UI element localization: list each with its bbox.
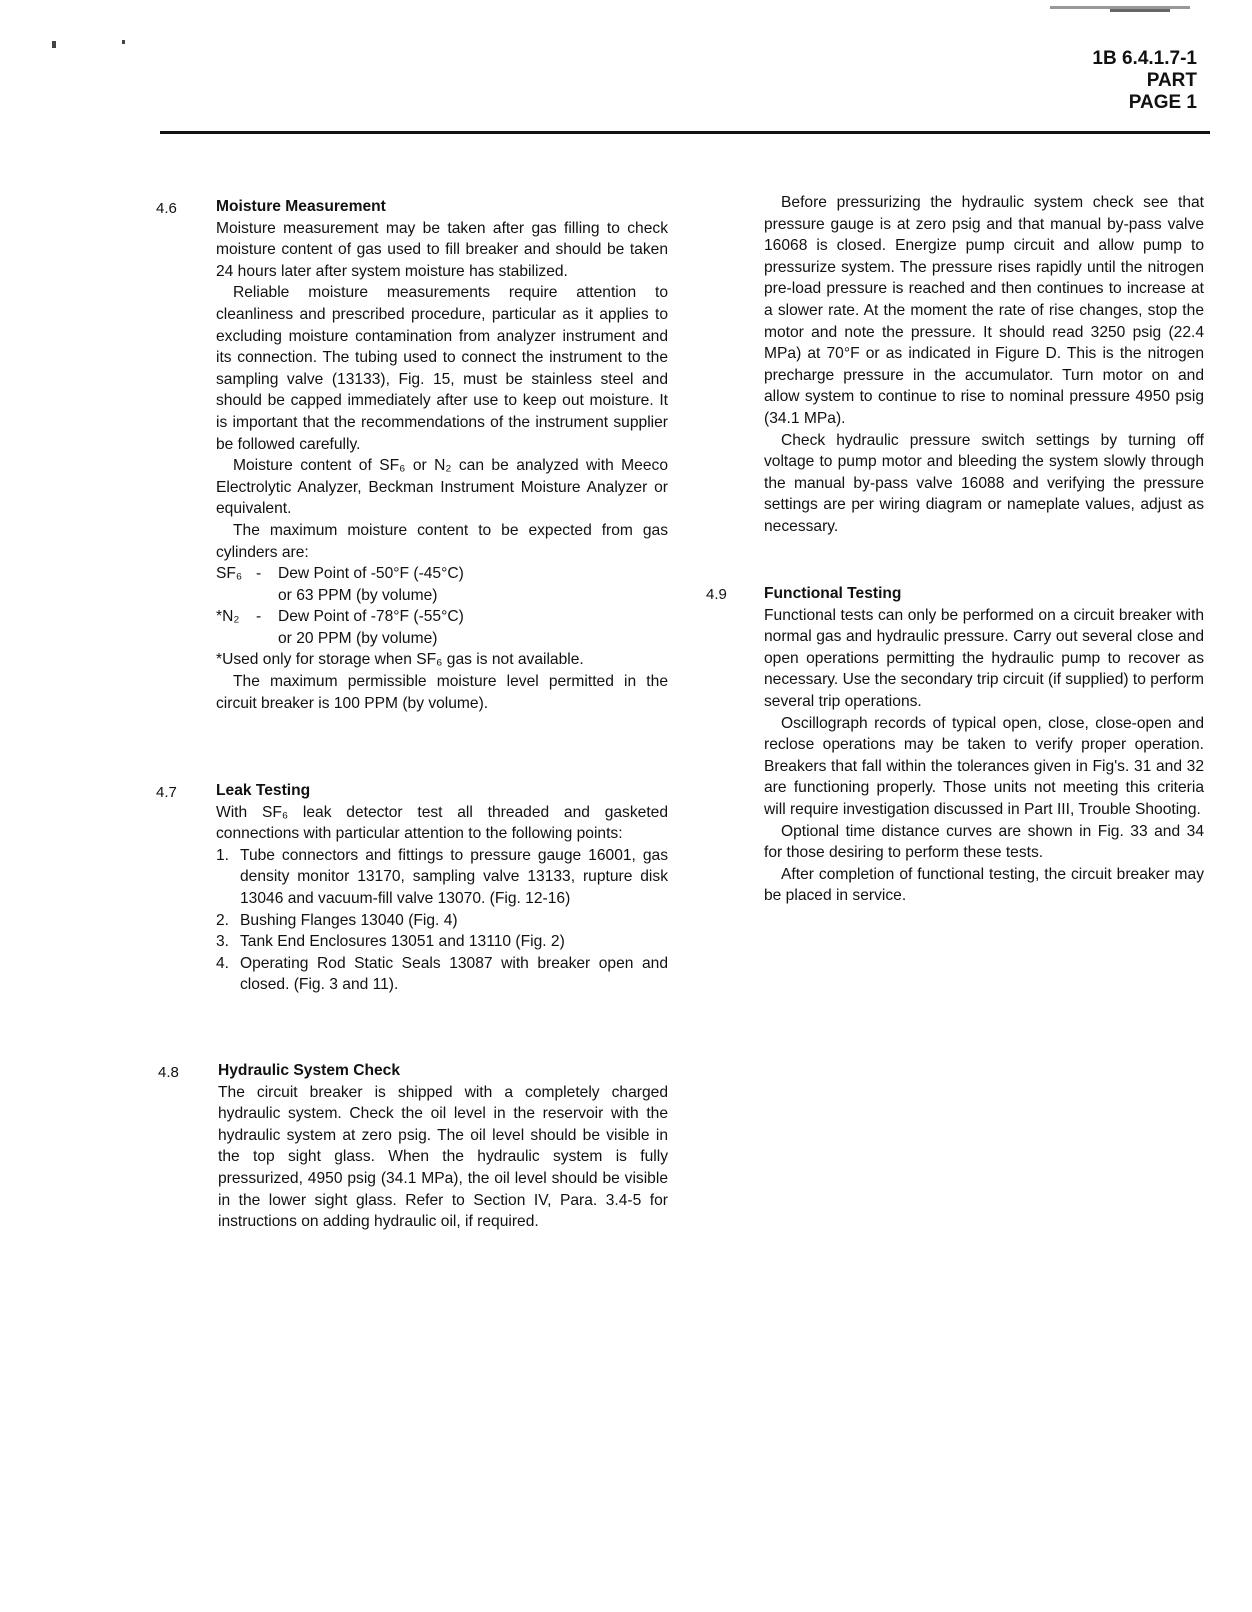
list-number: 1. bbox=[216, 846, 230, 864]
page-header bbox=[1092, 48, 1197, 114]
dew-point: Dew Point of -50°F (-45°C) bbox=[278, 565, 464, 583]
list-text: Operating Rod Static Seals 13087 with breaker open and closed. (Fig. 3 and 11). bbox=[240, 954, 668, 994]
paragraph: Before pressurizing the hydraulic system check see that pressure gauge is at zero psig and that manual by-pass valve 16068 is closed. Energize pump circuit and allow pump to pressurize system. The pressure rises rapidly until the nitrogen pre-load pressure is reached and then continues to increase at a slower rate. At the moment the rate of rise changes, stop the motor and note the pressure. It should read 3250 psig (22.4 MPa) at 70°F or as indicated in Figure D. This is the nitrogen precharge pressure in the accumulator. Turn motor on and allow system to continue to rise to nominal pressure 4950 psig (34.1 MPa). bbox=[764, 194, 1204, 427]
footnote: *Used only for storage when SF₆ gas is not available. bbox=[216, 651, 584, 669]
gas-symbol: *N₂ bbox=[216, 608, 240, 626]
paragraph: Moisture measurement may be taken after gas filling to check moisture content of gas used to fill breaker and should be taken 24 hours later after system moisture has stabilized. bbox=[216, 219, 668, 280]
section-4-9 bbox=[764, 583, 1204, 907]
gas-values bbox=[278, 606, 464, 649]
paragraph: The circuit breaker is shipped with a completely charged hydraulic system. Check the oil level in the reservoir with the hydraulic system at zero psig. The oil level should be visible in the top sight glass. When the hydraulic system is fully pressurized, 4950 psig (34.1 MPa), the oil level should be visible in the lower sight glass. Refer to Section IV, Para. 3.4-5 for instructions on adding hydraulic oil, if required. bbox=[218, 1083, 668, 1231]
list-item bbox=[216, 845, 668, 910]
part-label: PART bbox=[1146, 70, 1197, 91]
section-title: Moisture Measurement bbox=[216, 198, 386, 215]
paragraph: Oscillograph records of typical open, close, close-open and reclose operations may be taken to verify proper operation. Breakers that fall within the tolerances given in Fig's. 31 and 32 are functioning properly. Those units not meeting this criteria will require investigation discussed in Part III, Trouble Shooting. bbox=[764, 714, 1204, 818]
gas-symbol: SF₆ bbox=[216, 565, 243, 583]
scan-speck bbox=[122, 40, 125, 44]
gas-dash: - bbox=[256, 608, 262, 626]
gas-spec-n2 bbox=[216, 606, 668, 649]
section-title: Leak Testing bbox=[216, 782, 311, 799]
section-number-4-7: 4.7 bbox=[156, 784, 177, 801]
section-number-4-9: 4.9 bbox=[706, 586, 727, 603]
paragraph: After completion of functional testing, the circuit breaker may be placed in service. bbox=[764, 865, 1204, 905]
paragraph: Moisture content of SF₆ or N₂ can be analyzed with Meeco Electrolytic Analyzer, Beckman Instrument Moisture Analyzer or equivalent. bbox=[216, 457, 668, 518]
list-text: Bushing Flanges 13040 (Fig. 4) bbox=[240, 911, 458, 929]
paragraph: Functional tests can only be performed on a circuit breaker with normal gas and hydraulic pressure. Carry out several close and open operations permitting the hydraulic pump to recover as necessary. Use the secondary trip circuit (if supplied) to perform several trip operations. bbox=[764, 606, 1204, 710]
list-number: 2. bbox=[216, 911, 230, 929]
section-4-8 bbox=[218, 1060, 668, 1233]
paragraph: Optional time distance curves are shown in Fig. 33 and 34 for those desiring to perform these tests. bbox=[764, 822, 1204, 862]
paragraph: Check hydraulic pressure switch settings by turning off voltage to pump motor and bleeding the system slowly through the manual by-pass valve 16088 and verifying the pressure settings are per wiring diagram or nameplate values, adjust as necessary. bbox=[764, 431, 1204, 535]
header-rule bbox=[160, 131, 1210, 134]
paragraph: With SF₆ leak detector test all threaded and gasketed connections with particular attention to the following points: bbox=[216, 803, 668, 843]
list-item bbox=[216, 910, 668, 932]
list-text: Tank End Enclosures 13051 and 13110 (Fig. 2) bbox=[240, 933, 565, 951]
page-label: PAGE 1 bbox=[1128, 92, 1197, 113]
section-4-7 bbox=[216, 780, 668, 996]
ppm-value: or 63 PPM (by volume) bbox=[278, 586, 438, 604]
list-number: 3. bbox=[216, 933, 230, 951]
ppm-value: or 20 PPM (by volume) bbox=[278, 629, 438, 647]
section-4-6 bbox=[216, 196, 668, 714]
dew-point: Dew Point of -78°F (-55°C) bbox=[278, 608, 464, 626]
section-number-4-6: 4.6 bbox=[156, 200, 177, 217]
list-number: 4. bbox=[216, 954, 230, 972]
scan-speck bbox=[1110, 9, 1170, 12]
hydraulic-check-continued bbox=[764, 192, 1204, 538]
paragraph: Reliable moisture measurements require attention to cleanliness and prescribed procedure, particular as it applies to excluding moisture contamination from analyzer instrument and its connection. The tubing used to connect the instrument to the sampling valve (13133), Fig. 15, must be stainless steel and should be capped immediately after use to keep out moisture. It is important that the recommendations of the instrument supplier be followed carefully. bbox=[216, 284, 668, 453]
gas-spec-sf6 bbox=[216, 563, 668, 606]
list-item bbox=[216, 953, 668, 996]
list-item bbox=[216, 931, 668, 953]
gas-dash: - bbox=[256, 565, 262, 583]
section-title: Hydraulic System Check bbox=[218, 1062, 401, 1079]
document-number: 1B 6.4.1.7-1 bbox=[1092, 48, 1197, 69]
section-number-4-8: 4.8 bbox=[158, 1064, 179, 1081]
paragraph: The maximum permissible moisture level permitted in the circuit breaker is 100 PPM (by volume). bbox=[216, 673, 668, 712]
list-text: Tube connectors and fittings to pressure gauge 16001, gas density monitor 13170, sampling valve 13133, rupture disk 13046 and vacuum-fill valve 13070. (Fig. 12-16) bbox=[240, 846, 668, 907]
paragraph: The maximum moisture content to be expected from gas cylinders are: bbox=[216, 521, 668, 561]
gas-values bbox=[278, 563, 464, 606]
scan-speck bbox=[52, 41, 56, 48]
section-title: Functional Testing bbox=[764, 585, 902, 602]
